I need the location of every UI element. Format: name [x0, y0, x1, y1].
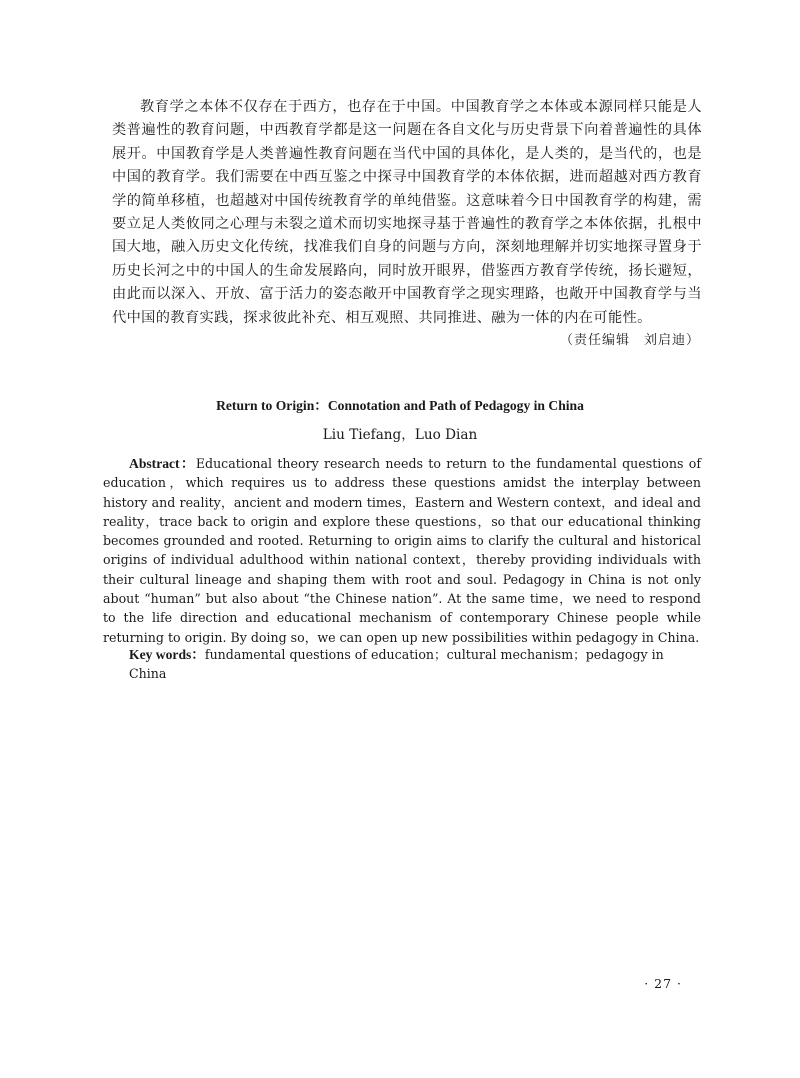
abstract-text: Educational theory research needs to return to the fundamental questions of education，which requires us to address these questions amidst the interplay between history and reality，ancient and modern times，Eastern and Western context，and ideal and reality，trace back to origin and explore these questions，so that our educational thinking becomes grounded and rooted. Returning to origin aims to clarify the cultural and historical origins of individual adulthood within national context，thereby providing individuals with their cultural lineage and shaping them with root and soul. Pedagogy in China is not only about “human” but also about “the Chinese nation”. At the same time，we need to respond to the life direction and educational mechanism of contemporary Chinese people while returning to origin. By doing so，we can open up new possibilities within pedagogy in China.: [103, 456, 701, 645]
english-keywords: [129, 645, 701, 684]
chinese-conclusion-paragraph: 教育学之本体不仅存在于西方，也存在于中国。中国教育学之本体或本源同样只能是人类普遍性的教育问题，中西教育学都是这一问题在各自文化与历史背景下向着普遍性的具体展开。中国教育学是人类普遍性教育问题在当代中国的具体化，是人类的，是当代的，也是中国的教育学。我们需要在中西互鉴之中探寻中国教育学的本体依据，进而超越对西方教育学的简单移植，也超越对中国传统教育学的单纯借鉴。这意味着今日中国教育学的构建，需要立足人类攸同之心理与未裂之道术而切实地探寻基于普遍性的教育学之本体依据，扎根中国大地，融入历史文化传统，找准我们自身的问题与方向，深刻地理解并切实地探寻置身于历史长河之中的中国人的生命发展路向，同时放开眼界，借鉴西方教育学传统，扬长避短，由此而以深入、开放、富于活力的姿态敞开中国教育学之现实理路，也敞开中国教育学与当代中国的教育实践，探求彼此补充、相互观照、共同推进、融为一体的内在可能性。: [112, 99, 702, 326]
english-authors: Liu Tiefang，Luo Dian: [322, 427, 478, 443]
english-abstract: [103, 454, 701, 647]
keywords-label: Key words：: [129, 647, 205, 662]
keywords-text: fundamental questions of education；cultural mechanism；pedagogy in China: [129, 647, 664, 682]
abstract-label: Abstract：: [129, 456, 196, 471]
responsible-editor-note: （责任编辑 刘启迪）: [559, 333, 700, 348]
english-article-title: Return to Origin：Connotation and Path of Pedagogy in China: [216, 398, 584, 413]
page-number: · 27 ·: [644, 976, 682, 991]
